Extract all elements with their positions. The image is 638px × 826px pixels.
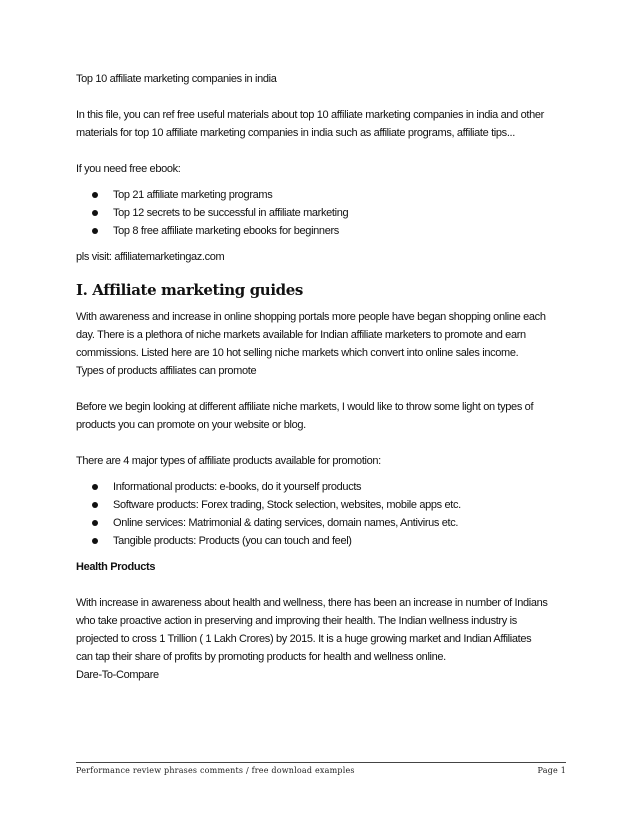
paragraph-line: Types of products affiliates can promote <box>76 365 257 377</box>
paragraph-line: Dare-To-Compare <box>76 669 159 681</box>
product-types-list <box>76 478 566 550</box>
paragraph-line: With awareness and increase in online shopping portals more people have began shopping online each <box>76 311 546 323</box>
list-item-text: Online services: Matrimonial & dating services, domain names, Antivirus etc. <box>113 517 459 529</box>
section-heading: I. Affiliate marketing guides <box>76 281 303 299</box>
ebook-list <box>76 186 566 240</box>
paragraph-line: who take proactive action in preserving and improving their health. The Indian wellness industry is <box>76 615 517 627</box>
list-item <box>76 204 566 222</box>
page-footer <box>76 762 566 775</box>
bullet-icon <box>92 538 98 544</box>
list-item <box>76 186 566 204</box>
paragraph-line: can tap their share of profits by promoting products for health and wellness online. <box>76 651 446 663</box>
list-item-text: Tangible products: Products (you can touch and feel) <box>113 535 352 547</box>
ebook-prompt: If you need free ebook: <box>76 163 181 175</box>
bullet-icon <box>92 192 98 198</box>
list-item-text: Top 12 secrets to be successful in affiliate marketing <box>113 207 349 219</box>
list-item-text: Software products: Forex trading, Stock selection, websites, mobile apps etc. <box>113 499 461 511</box>
list-item <box>76 496 566 514</box>
products-paragraph: Before we begin looking at different affiliate niche markets, I would like to throw some light on types of products you can promote on your website or blog. <box>76 401 534 431</box>
list-item-text: Top 8 free affiliate marketing ebooks for beginners <box>113 225 339 237</box>
footer-title: Performance review phrases comments / free download examples <box>76 766 355 775</box>
title-line: Top 10 affiliate marketing companies in india <box>76 73 277 85</box>
paragraph-line: With increase in awareness about health and wellness, there has been an increase in number of Indians <box>76 597 548 609</box>
list-item-text: Informational products: e-books, do it yourself products <box>113 481 362 493</box>
paragraph-line: commissions. Listed here are 10 hot selling niche markets which convert into online sales income. <box>76 347 519 359</box>
types-intro: There are 4 major types of affiliate products available for promotion: <box>76 455 381 467</box>
list-item <box>76 532 566 550</box>
page-content <box>76 70 566 684</box>
subheading-health-products: Health Products <box>76 561 156 573</box>
intro-paragraph: In this file, you can ref free useful materials about top 10 affiliate marketing companies in india and other materials for top 10 affiliate marketing companies in india such as affiliate programs, affiliate tips... <box>76 109 544 139</box>
bullet-icon <box>92 210 98 216</box>
paragraph-line: projected to cross 1 Trillion ( 1 Lakh Crores) by 2015. It is a huge growing market and Indian Affiliates <box>76 633 532 645</box>
bullet-icon <box>92 520 98 526</box>
list-item <box>76 478 566 496</box>
list-item-text: Top 21 affiliate marketing programs <box>113 189 273 201</box>
bullet-icon <box>92 484 98 490</box>
visit-line: pls visit: affiliatemarketingaz.com <box>76 251 225 263</box>
page-number: Page 1 <box>537 766 566 775</box>
bullet-icon <box>92 502 98 508</box>
bullet-icon <box>92 228 98 234</box>
list-item <box>76 222 566 240</box>
paragraph-line: day. There is a plethora of niche markets available for Indian affiliate marketers to promote and earn <box>76 329 526 341</box>
list-item <box>76 514 566 532</box>
